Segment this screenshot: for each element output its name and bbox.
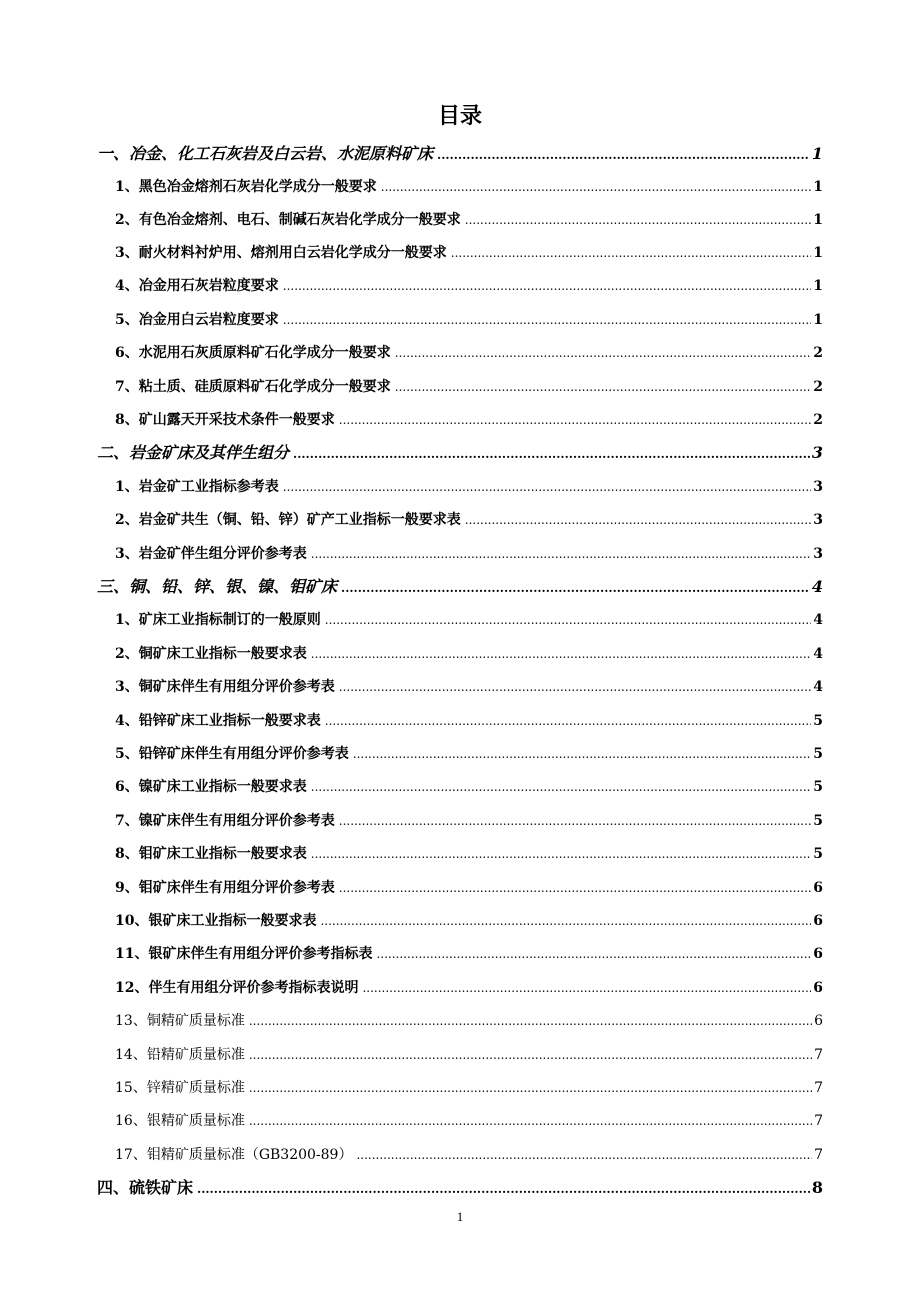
toc-entry-label: 4、冶金用石灰岩粒度要求 [115, 278, 279, 294]
toc-entry-page: 5 [813, 746, 823, 762]
dot-leader [283, 305, 812, 335]
dot-leader [249, 1040, 812, 1070]
toc-entry[interactable] [115, 238, 823, 268]
toc-entry-page: 3 [811, 443, 823, 462]
toc-entry[interactable] [115, 672, 823, 702]
toc-entry-label: 14、铅精矿质量标准 [115, 1047, 245, 1063]
toc-entry[interactable] [115, 338, 823, 368]
dot-leader [283, 472, 812, 502]
toc-entry-page: 4 [813, 679, 823, 695]
toc-entry[interactable] [115, 1073, 823, 1103]
toc-entry[interactable] [115, 605, 823, 635]
dot-leader [283, 271, 812, 301]
toc-entry-label: 5、铅锌矿床伴生有用组分评价参考表 [115, 746, 349, 762]
toc-entry-page: 6 [814, 1013, 823, 1029]
dot-leader [249, 1106, 812, 1136]
dot-leader [293, 438, 810, 469]
toc-entry-page: 6 [813, 946, 823, 962]
toc-entry-page: 2 [813, 379, 823, 395]
toc-entry-label: 3、铜矿床伴生有用组分评价参考表 [115, 679, 335, 695]
dot-leader [311, 539, 812, 569]
toc-entry[interactable] [115, 271, 823, 301]
toc-entry-page: 5 [813, 713, 823, 729]
toc-entry-page: 7 [814, 1080, 823, 1096]
toc-entry[interactable] [115, 539, 823, 569]
toc-entry-page: 7 [814, 1113, 823, 1129]
toc-entry[interactable] [115, 739, 823, 769]
toc-entry-label: 1、岩金矿工业指标参考表 [115, 479, 279, 495]
dot-leader [341, 572, 810, 603]
toc-entry[interactable] [115, 1106, 823, 1136]
toc-entry[interactable] [115, 172, 823, 202]
toc-entry-section-2[interactable] [97, 438, 823, 468]
toc-entry-label: 2、岩金矿共生（铜、铅、锌）矿产工业指标一般要求表 [115, 512, 461, 528]
dot-leader [353, 739, 812, 769]
toc-entry-page: 7 [814, 1147, 823, 1163]
toc-entry-label: 7、镍矿床伴生有用组分评价参考表 [115, 813, 335, 829]
dot-leader [339, 405, 812, 435]
toc-entry-page: 4 [813, 612, 823, 628]
page-number: 1 [456, 1209, 464, 1224]
toc-entry[interactable] [115, 939, 823, 969]
dot-leader [325, 706, 812, 736]
dot-leader [249, 1073, 812, 1103]
toc-entry[interactable] [115, 839, 823, 869]
toc-entry[interactable] [115, 906, 823, 936]
dot-leader [356, 1140, 812, 1170]
toc-entry-label: 9、钼矿床伴生有用组分评价参考表 [115, 880, 335, 896]
toc-entry-label: 7、粘土质、硅质原料矿石化学成分一般要求 [115, 379, 391, 395]
toc-entry-page: 6 [813, 980, 823, 996]
toc-entry[interactable] [115, 873, 823, 903]
dot-leader [395, 338, 812, 368]
dot-leader [451, 238, 812, 268]
toc-entry[interactable] [115, 973, 823, 1003]
toc-entry[interactable] [115, 205, 823, 235]
dot-leader [437, 139, 810, 170]
toc-entry-label: 3、岩金矿伴生组分评价参考表 [115, 546, 307, 562]
dot-leader [376, 939, 811, 969]
dot-leader [325, 605, 812, 635]
toc-entry-label: 6、镍矿床工业指标一般要求表 [115, 779, 307, 795]
dot-leader [249, 1006, 812, 1036]
toc-entry-label: 三、铜、铅、锌、银、镍、钼矿床 [97, 577, 338, 596]
toc-entry-page: 2 [813, 412, 823, 428]
toc-entry-label: 1、黑色冶金熔剂石灰岩化学成分一般要求 [115, 179, 377, 195]
toc-entry-page: 1 [813, 212, 823, 228]
page-title: 目录 [437, 104, 482, 129]
toc-entry-label: 二、岩金矿床及其伴生组分 [97, 443, 290, 462]
toc-entry-page: 1 [813, 312, 823, 328]
dot-leader [339, 806, 812, 836]
dot-leader [395, 372, 812, 402]
toc-entry-section-3[interactable] [97, 572, 823, 602]
toc-entry-label: 3、耐火材料衬炉用、熔剂用白云岩化学成分一般要求 [115, 245, 447, 261]
dot-leader [339, 672, 812, 702]
toc-entry[interactable] [115, 1140, 823, 1170]
toc-entry-page: 6 [813, 913, 823, 929]
toc-entry[interactable] [115, 772, 823, 802]
toc-entry-page: 3 [813, 479, 823, 495]
toc-entry-page: 1 [813, 245, 823, 261]
toc-entry[interactable] [115, 505, 823, 535]
toc-entry-label: 4、铅锌矿床工业指标一般要求表 [115, 713, 321, 729]
toc-entry[interactable] [115, 806, 823, 836]
toc-entry-label: 8、钼矿床工业指标一般要求表 [115, 846, 307, 862]
toc-entry-label: 2、有色冶金熔剂、电石、制碱石灰岩化学成分一般要求 [115, 212, 461, 228]
toc-entry-page: 4 [813, 646, 823, 662]
dot-leader [311, 839, 812, 869]
dot-leader [362, 973, 811, 1003]
toc-entry-page: 2 [813, 345, 823, 361]
toc-entry-label: 1、矿床工业指标制订的一般原则 [115, 612, 321, 628]
toc-entry-page: 3 [813, 512, 823, 528]
toc-entry-page: 5 [813, 846, 823, 862]
toc-entry[interactable] [115, 639, 823, 669]
dot-leader [311, 639, 812, 669]
dot-leader [311, 772, 812, 802]
toc-entry-page: 4 [811, 577, 823, 596]
toc-entry-label: 13、铜精矿质量标准 [115, 1013, 245, 1029]
toc-entry-label: 四、硫铁矿床 [97, 1178, 194, 1197]
toc-entry-label: 一、冶金、化工石灰岩及白云岩、水泥原料矿床 [97, 144, 434, 163]
toc-entry-label: 12、伴生有用组分评价参考指标表说明 [115, 980, 359, 996]
dot-leader [465, 205, 812, 235]
toc-entry-label: 2、铜矿床工业指标一般要求表 [115, 646, 307, 662]
toc-entry-page: 1 [813, 179, 823, 195]
toc-entry-label: 10、银矿床工业指标一般要求表 [115, 913, 317, 929]
dot-leader [320, 906, 811, 936]
toc-entry-label: 8、矿山露天开采技术条件一般要求 [115, 412, 335, 428]
toc-entry[interactable] [115, 1040, 823, 1070]
toc-entry[interactable] [115, 706, 823, 736]
toc-entry-label: 11、银矿床伴生有用组分评价参考指标表 [115, 946, 373, 962]
toc-entry-page: 8 [811, 1178, 823, 1197]
toc-entry[interactable] [115, 305, 823, 335]
toc-entry-page: 1 [813, 278, 823, 294]
toc-entry[interactable] [115, 1006, 823, 1036]
toc-entry-label: 16、银精矿质量标准 [115, 1113, 245, 1129]
toc-entry-page: 5 [813, 779, 823, 795]
toc-entry-label: 6、水泥用石灰质原料矿石化学成分一般要求 [115, 345, 391, 361]
toc-entry-section-4[interactable] [97, 1173, 823, 1203]
dot-leader [465, 505, 812, 535]
toc-entry-label: 5、冶金用白云岩粒度要求 [115, 312, 279, 328]
toc-entry-page: 5 [813, 813, 823, 829]
dot-leader [197, 1173, 810, 1204]
toc-entry-page: 3 [813, 546, 823, 562]
toc-entry[interactable] [115, 405, 823, 435]
toc-entry-page: 1 [811, 144, 823, 163]
toc-entry-page: 7 [814, 1047, 823, 1063]
toc-entry-label: 15、锌精矿质量标准 [115, 1080, 245, 1096]
toc-entry[interactable] [115, 372, 823, 402]
dot-leader [339, 873, 812, 903]
toc-entry[interactable] [115, 472, 823, 502]
toc-entry-page: 6 [813, 880, 823, 896]
toc-entry-label: 17、钼精矿质量标准（GB3200-89） [115, 1147, 353, 1163]
toc-entry-section-1[interactable] [97, 139, 823, 169]
dot-leader [381, 172, 812, 202]
